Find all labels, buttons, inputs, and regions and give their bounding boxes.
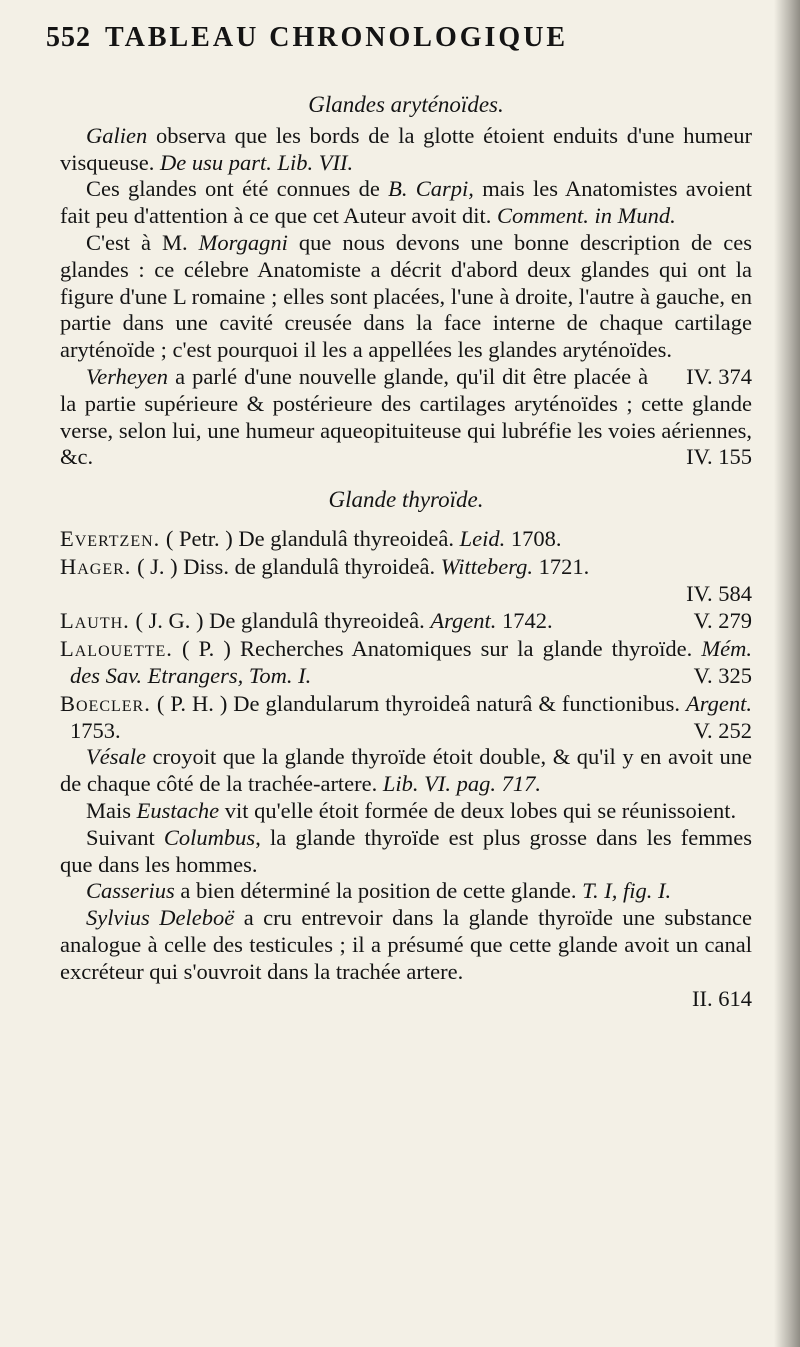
reference-mark: II. 614 [692, 985, 752, 1011]
section-heading-thyroide: Glande thyroïde. [328, 487, 484, 513]
reference-mark: IV. 155 [686, 444, 752, 470]
reference-mark: IV. 584 [686, 580, 752, 606]
running-title: TABLEAU CHRONOLOGIQUE [105, 22, 569, 53]
paragraph-eustache: Mais Eustache vit qu'elle étoit formée de deux lobes qui se réunissoient. [86, 797, 737, 823]
reference-mark: V. 325 [693, 662, 752, 688]
page-number: 552 [46, 22, 91, 53]
paragraph-verheyen: Verheyen a parlé d'une nouvelle glande, qu'il dit être placée à la partie supérieure & postérieure des cartilages aryténoïdes ; cette glande verse, selon lui, une humeur aqueopituiteuse qui lubréfie les voies aériennes, &c. IV. 155 [60, 363, 752, 470]
bibliography-entry: Boecler. ( P. H. ) De glandularum thyroideâ naturâ & functionibus. Argent. 1753. V. 252 [60, 690, 752, 743]
reference-mark: IV. 374 [686, 363, 752, 389]
reference-mark: V. 252 [693, 717, 752, 743]
reference-mark: V. 279 [693, 608, 752, 634]
paragraph-carpi: Ces glandes ont été connues de B. Carpi, mais les Anatomistes avoient fait peu d'attention à ce que cet Auteur avoit dit. Comment. in Mund. [60, 176, 752, 229]
page-edge-shadow [774, 0, 800, 1347]
paragraph-columbus: Suivant Columbus, la glande thyroïde est plus grosse dans les femmes que dans les hommes. [60, 824, 752, 877]
bibliography-entry: Hager. ( J. ) Diss. de glandulâ thyroideâ. Witteberg. 1721. [60, 553, 590, 579]
paragraph-sylvius: Sylvius Deleboë a cru entrevoir dans la glande thyroïde une substance analogue à celle des testicules ; il a présumé que cette glande avoit un canal excréteur qui s'ouvroit dans la trachée artere. [60, 905, 752, 984]
paragraph-galien: Galien observa que les bords de la glotte étoient enduits d'une humeur visqueuse. De usu part. Lib. VII. [60, 122, 752, 175]
running-header [46, 22, 746, 54]
section-heading-arytenoides: Glandes aryténoïdes. [308, 92, 504, 117]
page-body [60, 92, 752, 1012]
paragraph-vesale: Vésale croyoit que la glande thyroïde étoit double, & qu'il y en avoit une de chaque côté de la trachée-artere. Lib. VI. pag. 717. [60, 744, 752, 797]
paragraph-casserius: Casserius a bien déterminé la position de cette glande. T. I, fig. I. [86, 878, 672, 904]
bibliography-entry: Lauth. ( J. G. ) De glandulâ thyreoideâ. Argent. 1742. V. 279 [60, 608, 752, 634]
bibliography-entry: Evertzen. ( Petr. ) De glandulâ thyreoideâ. Leid. 1708. [60, 525, 562, 551]
paragraph-morgagni: C'est à M. Morgagni que nous devons une bonne description de ces glandes : ce célebre Anatomiste a décrit d'abord deux glandes qui ont la figure d'une L romaine ; elles sont placées, l'une à droite, l'autre à gauche, en partie dans une cavité creusée dans la face interne de chaque cartilage aryténoïde ; c'est pourquoi il les a appellées les glandes aryténoïdes. IV. 374 [60, 229, 752, 389]
bibliography-entry: Lalouette. ( P. ) Recherches Anatomiques sur la glande thyroïde. Mém. des Sav. Etrangers, Tom. I. V. 325 [60, 636, 752, 688]
